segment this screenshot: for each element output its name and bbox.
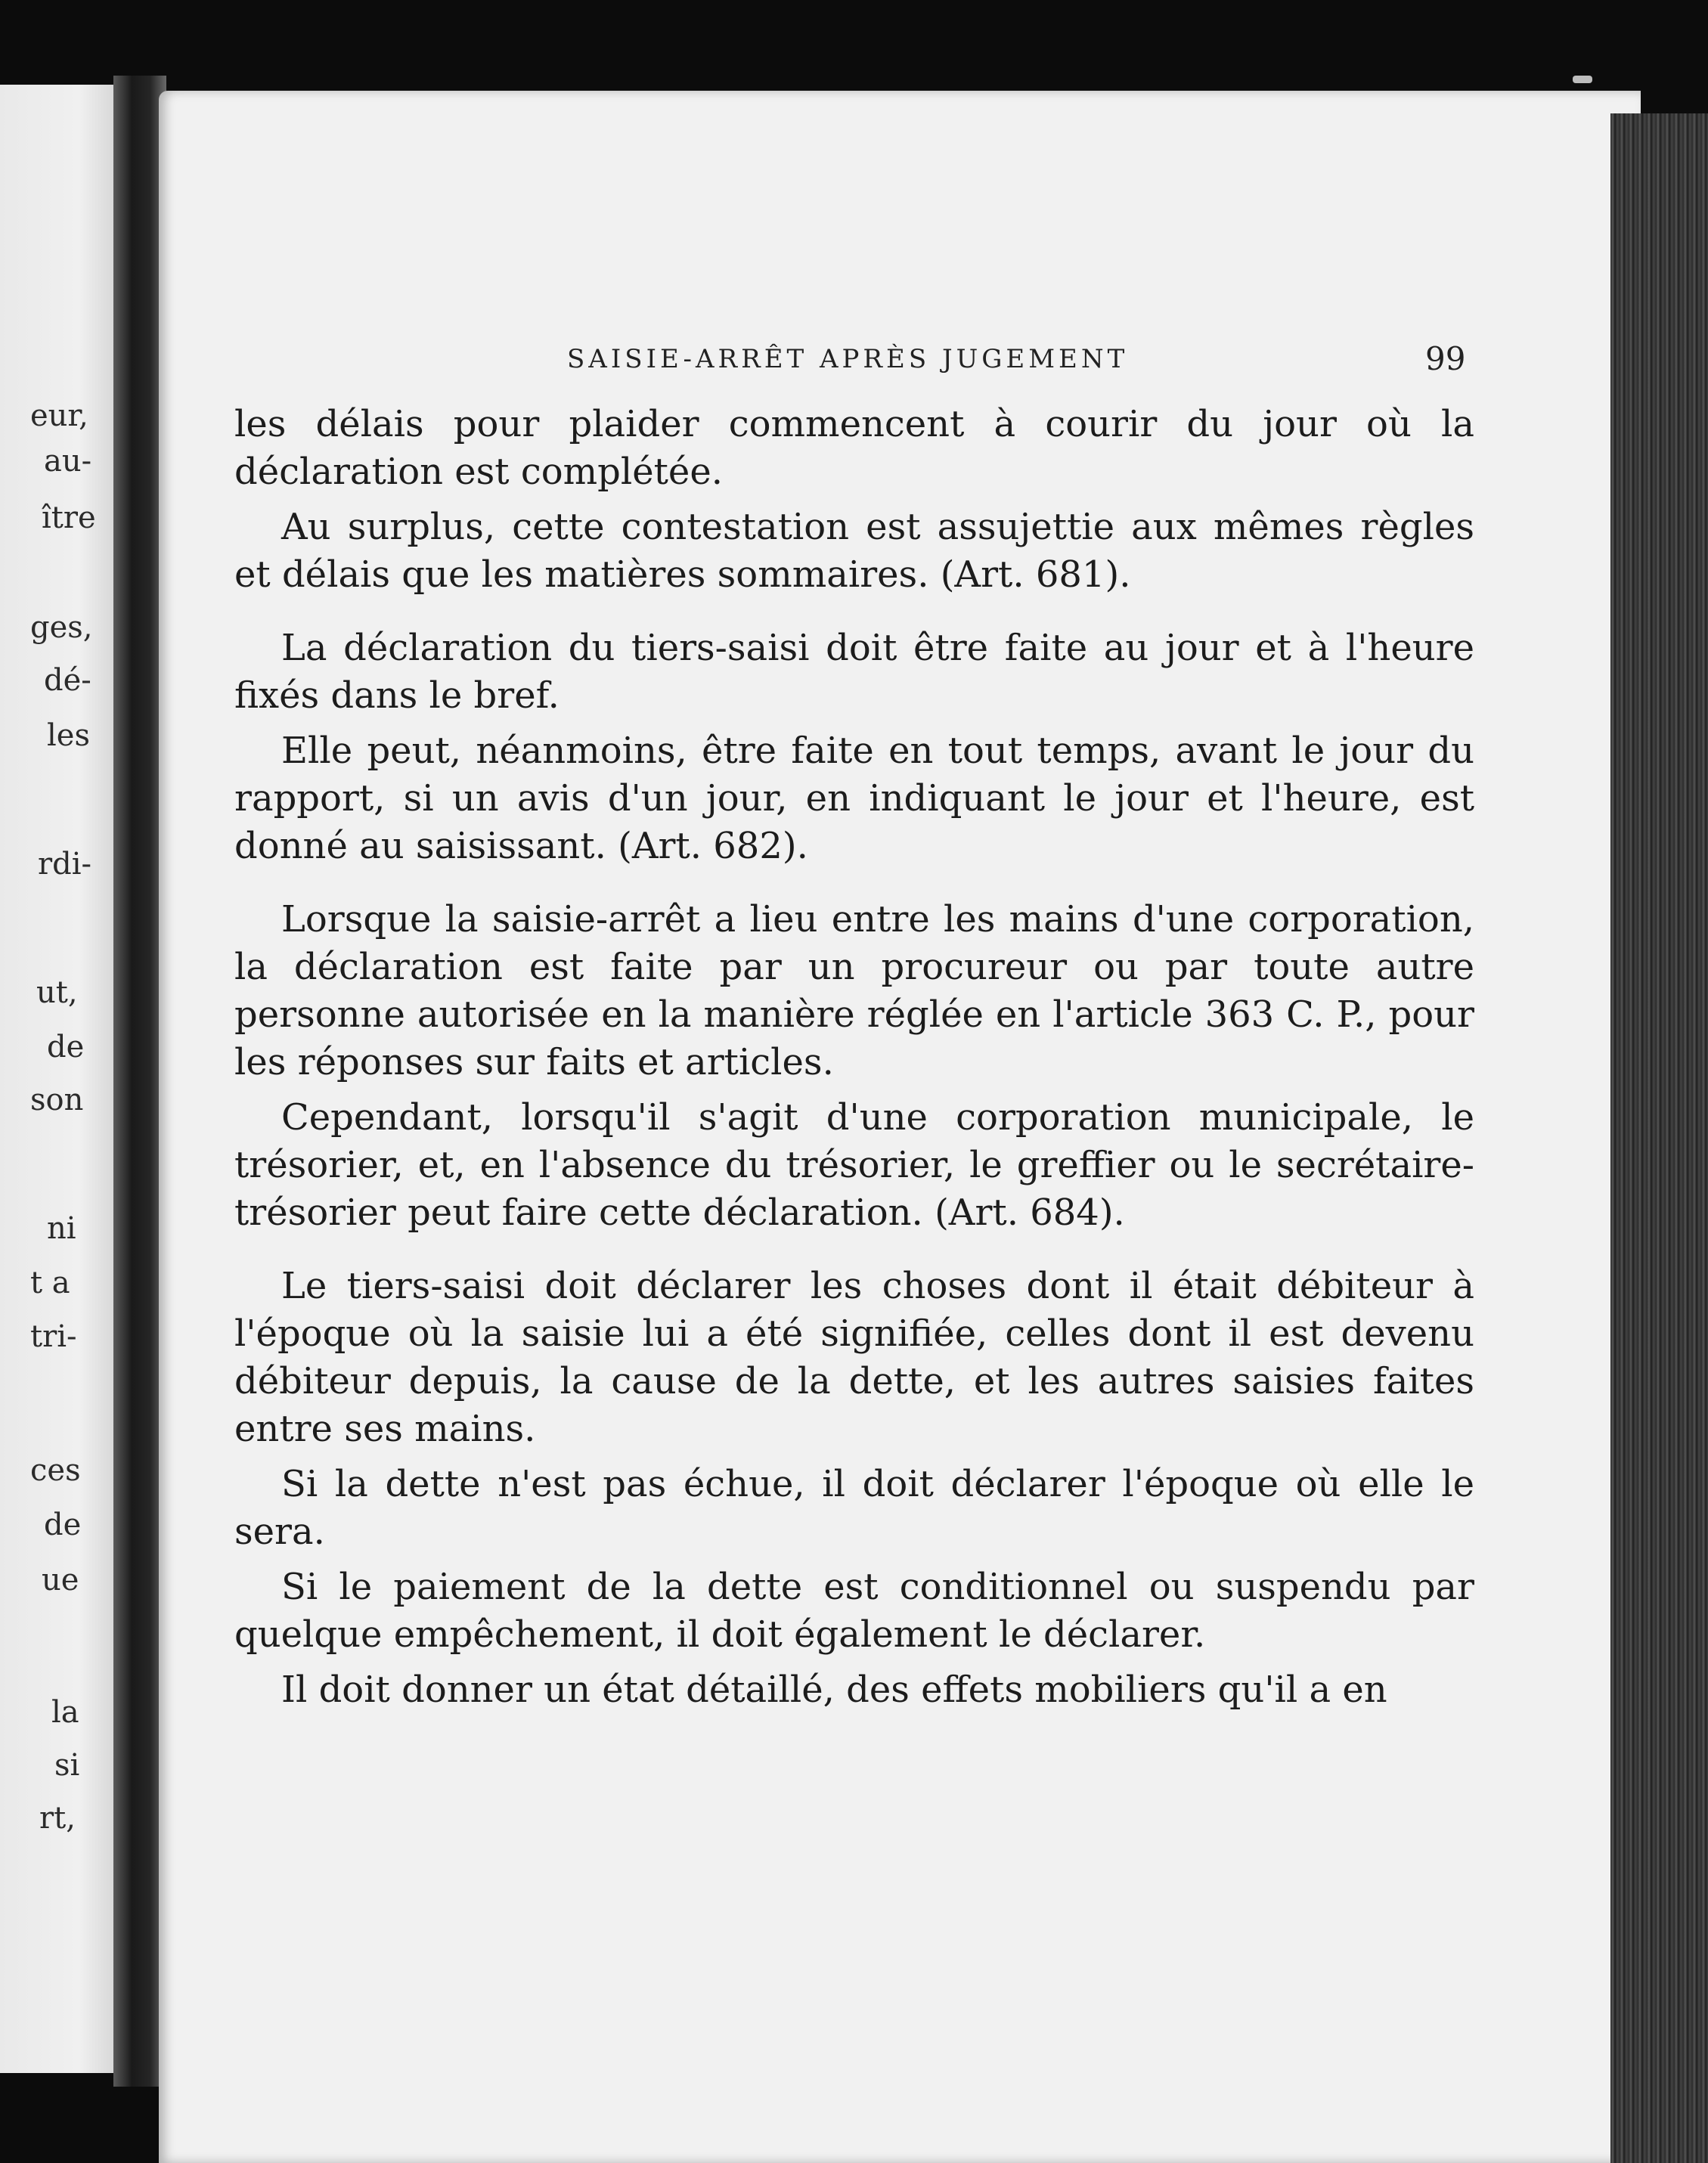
left-page-text-fragment: si xyxy=(54,1748,80,1783)
left-page-text-fragment: ces xyxy=(30,1453,81,1488)
paragraph: Si le paiement de la dette est conditionnel ou suspendu par quelque empêchement, il doit également le déclarer. xyxy=(234,1566,1474,1656)
paragraph: Elle peut, néanmoins, être faite en tout temps, avant le jour du rapport, si un avis d'un jour, en indiquant le jour et l'heure, est donné au saisissant. (Art. 682). xyxy=(234,730,1474,867)
paragraph: Cependant, lorsqu'il s'agit d'une corporation municipale, le trésorier, et, en l'absence du trésorier, le greffier ou le secrétaire-trésorier peut faire cette déclaration. (Art. 684). xyxy=(234,1096,1474,1234)
left-page-text-fragment: ut, xyxy=(36,975,78,1010)
paragraph: Il doit donner un état détaillé, des effets mobiliers qu'il a en xyxy=(281,1669,1387,1711)
paragraph: les délais pour plaider commencent à courir du jour où la déclaration est complétée. xyxy=(234,403,1474,493)
left-page-text-fragment: de xyxy=(44,1508,82,1542)
page-number: 99 xyxy=(1425,340,1466,377)
paragraph: Lorsque la saisie-arrêt a lieu entre les mains d'une corporation, la déclaration est faite par un procureur ou par toute autre personne autorisée en la manière réglée en l'article 363 C. P., pour les réponses sur faits et articles. xyxy=(234,898,1474,1083)
left-page-text-fragment: son xyxy=(30,1083,84,1117)
left-page-text-fragment: tri- xyxy=(30,1319,77,1354)
left-page-text-fragment: de xyxy=(47,1030,85,1064)
paragraph: Le tiers-saisi doit déclarer les choses dont il était débiteur à l'époque où la saisie lui a été signifiée, celles dont il est devenu débiteur depuis, la cause de la dette, et les autres saisies faites entre ses mains. xyxy=(234,1265,1474,1450)
left-page-edge xyxy=(0,85,113,2073)
page-body xyxy=(234,401,1474,1714)
paragraph: Au surplus, cette contestation est assujettie aux mêmes règles et délais que les matières sommaires. (Art. 681). xyxy=(234,506,1474,596)
paragraph: Si la dette n'est pas échue, il doit déclarer l'époque où elle le sera. xyxy=(234,1463,1474,1553)
left-page-text-fragment: eur, xyxy=(30,398,88,433)
left-page-text-fragment: rt, xyxy=(39,1801,76,1836)
running-head: SAISIE-ARRÊT APRÈS JUGEMENT xyxy=(567,344,1129,374)
left-page-text-fragment: ni xyxy=(47,1211,76,1246)
left-page-text-fragment: t a xyxy=(30,1266,70,1300)
corner-mark xyxy=(1573,76,1592,83)
left-page-text-fragment: les xyxy=(47,718,90,753)
left-page-text-fragment: rdi- xyxy=(38,847,92,882)
left-page-text-fragment: ges, xyxy=(30,610,93,645)
left-page-text-fragment: ître xyxy=(42,500,96,535)
page-edges xyxy=(1610,113,1708,2163)
left-page-text-fragment: au- xyxy=(44,444,92,479)
left-page-text-fragment: dé- xyxy=(44,663,91,698)
paragraph: La déclaration du tiers-saisi doit être faite au jour et à l'heure fixés dans le bref. xyxy=(234,627,1474,717)
left-page-text-fragment: la xyxy=(51,1695,79,1730)
left-page-text-fragment: ue xyxy=(42,1563,79,1597)
